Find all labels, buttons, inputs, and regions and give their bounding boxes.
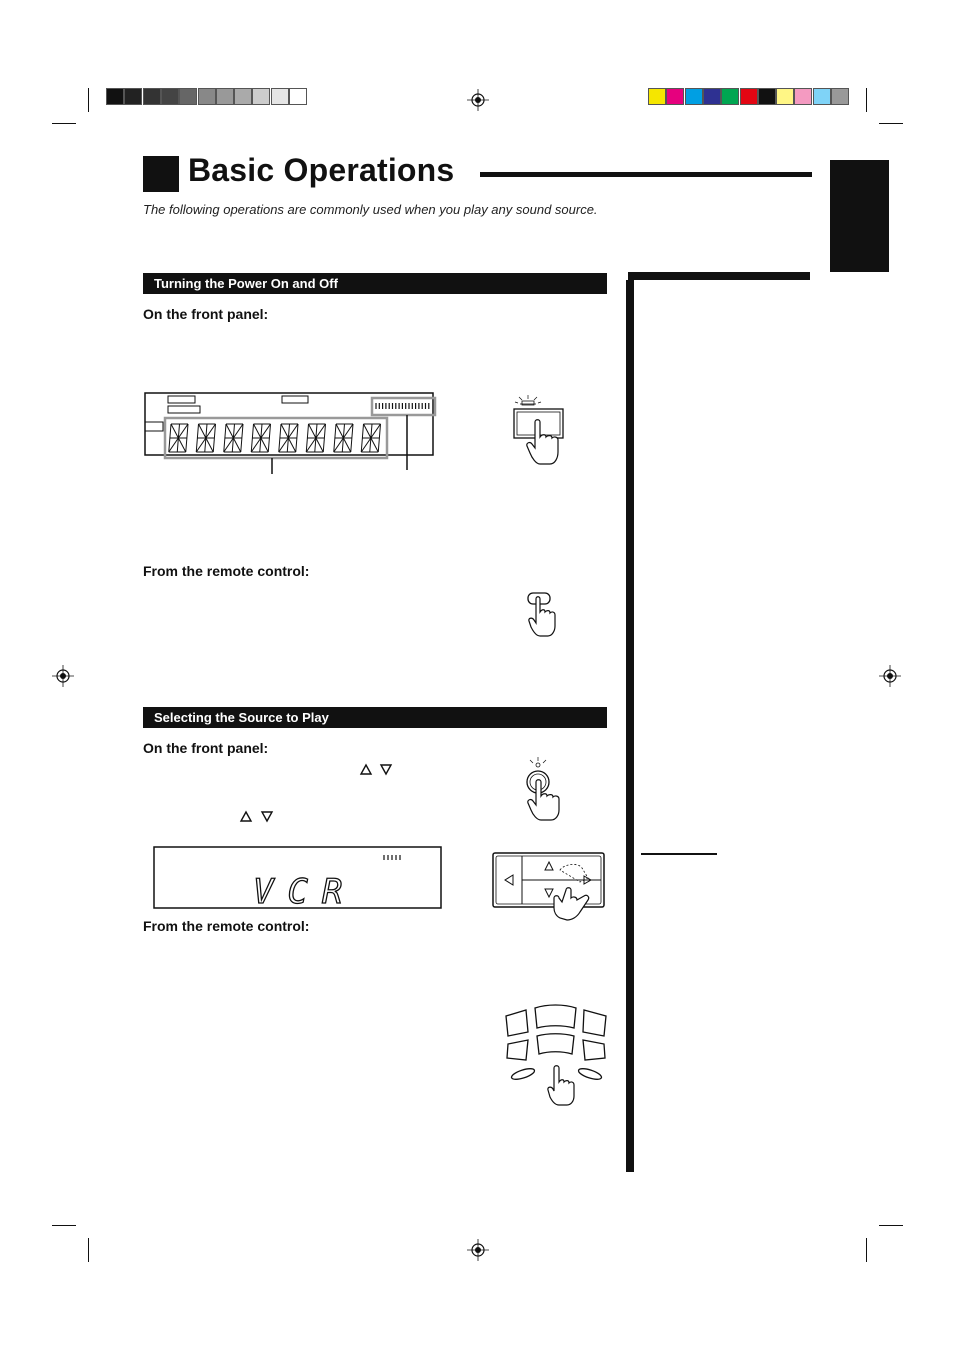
sidebar-vertical-bar [626, 280, 634, 1172]
calibration-swatch [776, 88, 794, 105]
calibration-swatch [161, 88, 179, 105]
crop-mark-top-right-h [879, 123, 903, 124]
section-heading-source: Selecting the Source to Play [143, 707, 607, 728]
calibration-swatch [740, 88, 758, 105]
calibration-swatch [271, 88, 289, 105]
calibration-swatch [721, 88, 739, 105]
calibration-swatch [143, 88, 161, 105]
front-display-illustration [144, 392, 440, 474]
page-subtitle: The following operations are commonly used when you play any sound source. [143, 202, 598, 217]
registration-mark-right-icon [879, 665, 901, 687]
calibration-swatch [216, 88, 234, 105]
title-block-marker [143, 156, 179, 192]
triangle-up-icon [360, 764, 372, 775]
calibration-swatch [703, 88, 721, 105]
crop-mark-top-right-v [866, 88, 867, 112]
calibration-swatch [794, 88, 812, 105]
calibration-swatch [106, 88, 124, 105]
source-remote-label: From the remote control: [143, 918, 310, 934]
power-remote-label: From the remote control: [143, 563, 310, 579]
power-button-hand-icon [506, 394, 572, 468]
crop-mark-bottom-right-v [866, 1238, 867, 1262]
title-rule [480, 172, 812, 177]
crop-mark-bottom-left-v [88, 1238, 89, 1262]
calibration-swatch [666, 88, 684, 105]
source-display-text: VCR [253, 872, 357, 912]
crop-mark-bottom-right-h [879, 1225, 903, 1226]
remote-source-buttons-hand-icon [502, 1002, 610, 1106]
crop-mark-top-left-h [52, 123, 76, 124]
source-selector-hand-icon [492, 852, 608, 922]
calibration-swatch [198, 88, 216, 105]
calibration-swatch [648, 88, 666, 105]
calibration-swatch [124, 88, 142, 105]
calibration-swatch [289, 88, 307, 105]
calibration-swatch [234, 88, 252, 105]
calibration-swatch [758, 88, 776, 105]
remote-power-hand-icon [524, 590, 566, 638]
calibration-swatch [252, 88, 270, 105]
language-tab [830, 160, 889, 272]
registration-mark-top-icon [467, 89, 489, 111]
triangle-down-icon [261, 811, 273, 822]
page-title: Basic Operations [188, 152, 455, 188]
registration-mark-left-icon [52, 665, 74, 687]
triangle-up-icon [240, 811, 252, 822]
source-display-illustration [153, 846, 443, 910]
calibration-swatch [813, 88, 831, 105]
crop-mark-top-left-v [88, 88, 89, 112]
source-knob-hand-icon [516, 756, 566, 822]
triangle-down-icon [380, 764, 392, 775]
sidebar-top-bar [628, 272, 810, 280]
calibration-swatch [179, 88, 197, 105]
section-heading-power: Turning the Power On and Off [143, 273, 607, 294]
power-front-panel-label: On the front panel: [143, 306, 269, 322]
sidebar-note-rule [641, 853, 717, 855]
crop-mark-bottom-left-h [52, 1225, 76, 1226]
calibration-swatch [831, 88, 849, 105]
registration-mark-bottom-icon [467, 1239, 489, 1261]
calibration-swatch [685, 88, 703, 105]
source-front-panel-label: On the front panel: [143, 740, 269, 756]
